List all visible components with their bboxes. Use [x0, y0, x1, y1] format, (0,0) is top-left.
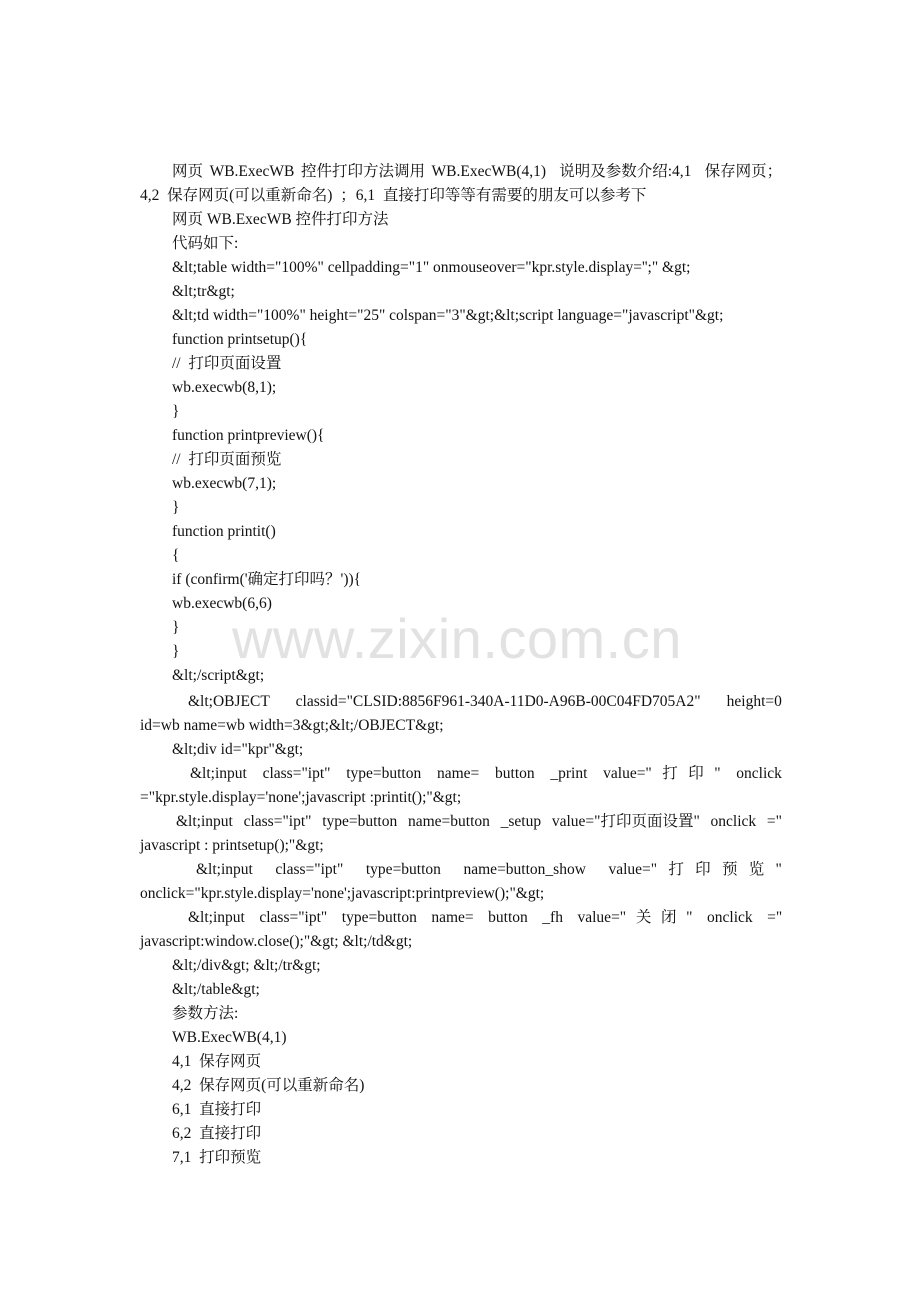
text-line: &lt;/div&gt; &lt;/tr&gt;: [172, 957, 321, 974]
text-line: &lt;/table&gt;: [172, 981, 260, 998]
text-line: }: [172, 403, 180, 420]
text-line: &lt;td width="100%" height="25" colspan="3"&gt;&lt;script language="javascript"&gt;: [172, 307, 724, 324]
text-line: }: [172, 499, 180, 516]
text-line: 4,1 保存网页: [172, 1053, 262, 1070]
text-line: 7,1 打印预览: [172, 1149, 262, 1166]
text-line: WB.ExecWB(4,1): [172, 1029, 287, 1046]
text-line: // 打印页面设置: [172, 355, 282, 372]
text-line: javascript:window.close();"&gt; &lt;/td&gt;: [140, 933, 413, 950]
text-line: 6,1 直接打印: [172, 1101, 262, 1118]
text-line: 代码如下:: [172, 235, 239, 252]
text-line: 4,2 保存网页(可以重新命名) ；6,1 直接打印等等有需要的朋友可以参考下: [140, 187, 647, 204]
text-line: 网页 WB.ExecWB 控件打印方法调用 WB.ExecWB(4,1) 说明及参数介绍:4,1 保存网页；: [172, 163, 783, 180]
text-line: &lt;input class="ipt" type=button name= button _fh value=" 关 闭 " onclick =": [188, 909, 783, 926]
text-line: {: [172, 547, 180, 564]
text-line: function printpreview(){: [172, 427, 325, 444]
text-line: &lt;div id="kpr"&gt;: [172, 741, 304, 758]
text-line: 6,2 直接打印: [172, 1125, 262, 1142]
text-line: &lt;table width="100%" cellpadding="1" onmouseover="kpr.style.display='';" &gt;: [172, 259, 691, 276]
text-line: ="kpr.style.display='none';javascript :printit();"&gt;: [140, 789, 462, 806]
text-line: javascript : printsetup();"&gt;: [140, 837, 324, 854]
text-line: &lt;OBJECT classid="CLSID:8856F961-340A-11D0-A96B-00C04FD705A2" height=0: [188, 693, 782, 710]
text-line: 网页 WB.ExecWB 控件打印方法: [172, 211, 389, 228]
text-line: }: [172, 619, 180, 636]
text-line: &lt;input class="ipt" type=button name=button_show value=" 打 印 预 览 ": [196, 861, 782, 878]
text-line: &lt;/script&gt;: [172, 667, 265, 684]
text-line: }: [172, 643, 180, 660]
watermark: www.zixin.com.cn: [232, 607, 682, 670]
text-line: onclick="kpr.style.display='none';javascript:printpreview();"&gt;: [140, 885, 545, 902]
text-line: 4,2 保存网页(可以重新命名): [172, 1077, 365, 1094]
text-line: &lt;input class="ipt" type=button name= button _print value=" 打 印 " onclick: [190, 765, 782, 782]
text-line: wb.execwb(8,1);: [172, 379, 277, 396]
text-line: function printit(): [172, 523, 276, 540]
text-line: // 打印页面预览: [172, 451, 282, 468]
text-line: id=wb name=wb width=3&gt;&lt;/OBJECT&gt;: [140, 717, 444, 734]
text-line: &lt;input class="ipt" type=button name=button _setup value="打印页面设置" onclick =": [176, 813, 782, 830]
text-line: if (confirm('确定打印吗？')){: [172, 571, 362, 588]
text-line: 参数方法:: [172, 1005, 239, 1022]
text-line: wb.execwb(7,1);: [172, 475, 277, 492]
text-line: &lt;tr&gt;: [172, 283, 235, 300]
text-line: wb.execwb(6,6): [172, 595, 272, 612]
text-line: function printsetup(){: [172, 331, 308, 348]
